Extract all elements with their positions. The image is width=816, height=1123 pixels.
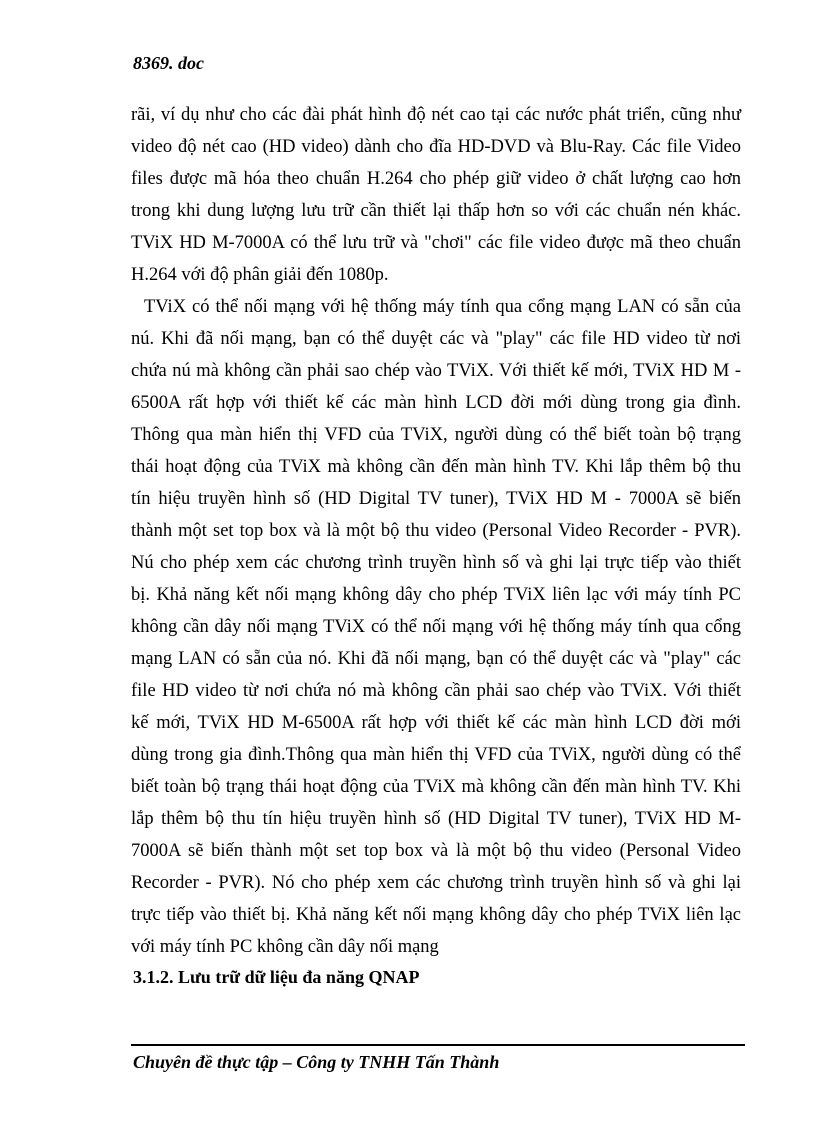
text-line: biết toàn bộ trạng thái hoạt động của TViX mà không cần đến màn hình TV. Khi [131, 777, 741, 797]
text-line: Recorder - PVR). Nó cho phép xem các chương trình truyền hình số và ghi lại [131, 873, 741, 893]
footer-divider [131, 1044, 745, 1046]
text-line: không cần dây nối mạng TViX có thể nối mạng với hệ thống máy tính qua cổng [131, 617, 741, 637]
text-line: chứa nú mà không cần phải sao chép vào TViX. Với thiết kế mới, TViX HD M - [131, 361, 741, 381]
text-line: trực tiếp vào thiết bị. Khả năng kết nối mạng không dây cho phép TViX liên lạc [131, 905, 741, 925]
page-footer: Chuyên đề thực tập – Công ty TNHH Tấn Thành [133, 1052, 500, 1072]
text-line: files được mã hóa theo chuẩn H.264 cho phép giữ video ở chất lượng cao hơn [131, 169, 741, 189]
body-text [131, 99, 741, 963]
text-line: trong khi dung lượng lưu trữ cần thiết lại thấp hơn so với các chuẩn nén khác. [131, 201, 741, 221]
text-line: dùng trong gia đình.Thông qua màn hiển thị VFD của TViX, người dùng có thể [131, 745, 741, 765]
text-line: H.264 với độ phân giải đến 1080p. [131, 265, 389, 285]
text-line: kế mới, TViX HD M-6500A rất hợp với thiết kế các màn hình LCD đời mới [131, 713, 741, 733]
text-line: lắp thêm bộ thu tín hiệu truyền hình số (HD Digital TV tuner), TViX HD M- [131, 809, 741, 829]
text-line: thái hoạt động của TViX mà không cần đến màn hình TV. Khi lắp thêm bộ thu [131, 457, 741, 477]
text-line: video độ nét cao (HD video) dành cho đĩa HD-DVD và Blu-Ray. Các file Video [131, 137, 741, 157]
text-line: mạng LAN có sẵn của nó. Khi đã nối mạng, bạn có thể duyệt các và "play" các [131, 649, 741, 669]
text-line: thành một set top box và là một bộ thu video (Personal Video Recorder - PVR). [131, 521, 741, 541]
text-line: tín hiệu truyền hình số (HD Digital TV tuner), TViX HD M - 7000A sẽ biến [131, 489, 741, 509]
text-line: Thông qua màn hiển thị VFD của TViX, người dùng có thể biết toàn bộ trạng [131, 425, 741, 445]
text-line: nú. Khi đã nối mạng, bạn có thể duyệt các và "play" các file HD video từ nơi [131, 329, 741, 349]
text-line: file HD video từ nơi chứa nó mà không cần phải sao chép vào TViX. Với thiết [131, 681, 741, 701]
page-header-filename: 8369. doc [133, 53, 204, 73]
section-heading: 3.1.2. Lưu trữ dữ liệu đa năng QNAP [133, 967, 420, 987]
text-line: 7000A sẽ biến thành một set top box và là một bộ thu video (Personal Video [131, 841, 741, 861]
text-line: Nú cho phép xem các chương trình truyền hình số và ghi lại trực tiếp vào thiết [131, 553, 741, 573]
text-line: với máy tính PC không cần dây nối mạng [131, 937, 439, 957]
text-line: rãi, ví dụ như cho các đài phát hình độ nét cao tại các nước phát triển, cũng như [131, 105, 741, 125]
text-line: 6500A rất hợp với thiết kế các màn hình LCD đời mới dùng trong gia đình. [131, 393, 741, 413]
text-line: bị. Khả năng kết nối mạng không dây cho phép TViX liên lạc với máy tính PC [131, 585, 741, 605]
text-line: TViX HD M-7000A có thể lưu trữ và "chơi" các file video được mã theo chuẩn [131, 233, 741, 253]
text-line: TViX có thể nối mạng với hệ thống máy tính qua cổng mạng LAN có sẵn của [144, 297, 741, 317]
